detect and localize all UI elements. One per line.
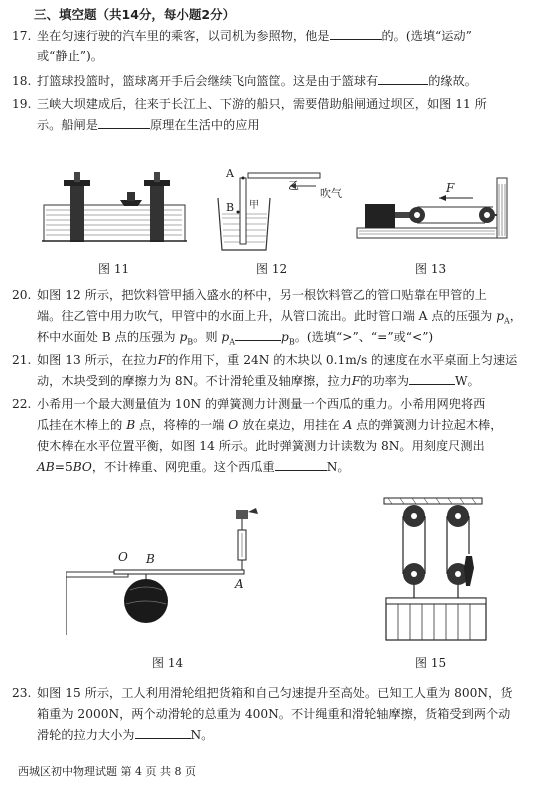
figure-11-caption: 图 11 (98, 262, 130, 276)
q19-number: 19. (12, 97, 32, 111)
q23-line3: 滑轮的拉力大小为 N。 (37, 728, 214, 742)
q20-number: 20. (12, 288, 32, 302)
figure-13-label-f: F (446, 181, 455, 195)
q22-line2: 瓜挂在木棒上的 B 点，将棒的一端 O 放在桌边，用挂在 A 点的弹簧测力计拉起木棒， (37, 418, 503, 432)
q19-line1: 三峡大坝建成后，往来于长江上、下游的船只，需要借助船闸通过坝区，如图 11 所 (37, 97, 487, 111)
q17-line1: 坐在匀速行驶的汽车里的乘客，以司机为参照物，他是 的。(选填“运动” (37, 29, 472, 43)
q17-line2: 或“静止”)。 (37, 49, 103, 63)
q20-line2: 端。往乙管中用力吹气，甲管中的水面上升，从管口流出。此时管口端 A 点的压强为 $p_A$， (37, 309, 522, 326)
q22-line4: AB=5BO，不计棒重、网兜重。这个西瓜重 N。 (37, 460, 350, 474)
q17-number: 17. (12, 29, 32, 43)
figure-14-caption: 图 14 (152, 656, 184, 670)
q22-line3: 使木棒在水平位置平衡，如图 14 所示。此时弹簧测力计读数为 8N。用刻度尺测出 (37, 439, 485, 453)
figure-13-caption: 图 13 (415, 262, 447, 276)
q18-blank[interactable] (378, 73, 428, 85)
figure-12-label-a: A (226, 167, 234, 180)
q21-blank[interactable] (409, 373, 455, 385)
q23-line1: 如图 15 所示，工人利用滑轮组把货箱和自己匀速提升至高处。已知工人重为 800N，货 (37, 686, 513, 700)
section-title: 三、填空题（共14分，每小题2分） (34, 7, 236, 22)
figure-12-caption: 图 12 (256, 262, 288, 276)
figure-15-pulley-block (378, 496, 488, 644)
figure-12-label-b: B (226, 201, 235, 214)
figure-12-label-jia: 甲 (249, 200, 259, 211)
q20-blank[interactable] (235, 329, 281, 341)
page-footer: 西城区初中物理试题 第 4 页 共 8 页 (18, 765, 196, 778)
q21-number: 21. (12, 353, 32, 367)
q22-number: 22. (12, 397, 32, 411)
q21-line2: 动，木块受到的摩擦力为 8N。不计滑轮重及轴摩擦，拉力F的功率为 W。 (37, 374, 480, 388)
q19-line2: 示。船闸是 原理在生活中的应用 (37, 118, 260, 132)
figure-14-label-a: A (235, 577, 244, 591)
figure-11-ship-lock (42, 170, 187, 242)
q23-number: 23. (12, 686, 32, 700)
q20-line1: 如图 12 所示，把饮料管甲插入盛水的杯中，另一根饮料管乙的管口贴靠在甲管的上 (37, 288, 487, 302)
figure-13-pulley (355, 176, 515, 246)
figure-14-label-b: B (146, 552, 155, 566)
q22-blank[interactable] (275, 459, 327, 471)
q23-line2: 箱重为 2000N，两个动滑轮的总重为 400N。不计绳重和滑轮轴摩擦，货箱受到两个动 (37, 707, 511, 721)
figure-12-label-blow: 吹气 (320, 187, 342, 200)
q21-line1: 如图 13 所示，在拉力F的作用下，重 24N 的木块以 0.1m/s 的速度在水平桌面上匀速运 (37, 353, 518, 367)
q23-blank[interactable] (135, 727, 191, 739)
q19-blank[interactable] (98, 117, 150, 129)
q18-number: 18. (12, 74, 32, 88)
figure-15-caption: 图 15 (415, 656, 447, 670)
q17-blank[interactable] (330, 28, 382, 40)
figure-14-lever (66, 500, 281, 640)
q22-line1: 小希用一个最大测量值为 10N 的弹簧测力计测量一个西瓜的重力。小希用网兜将西 (37, 397, 486, 411)
figure-12-label-yi: 乙 (288, 179, 299, 192)
figure-14-label-o: O (118, 550, 128, 564)
q18-line1: 打篮球投篮时，篮球离开手后会继续飞向篮筐。这是由于篮球有 的缘故。 (37, 74, 477, 88)
q20-line3: 杯中水面处 B 点的压强为 $p_B$。则 $p_A$ $p_B$。(选填“>”、“=”或“<”) (37, 330, 434, 347)
